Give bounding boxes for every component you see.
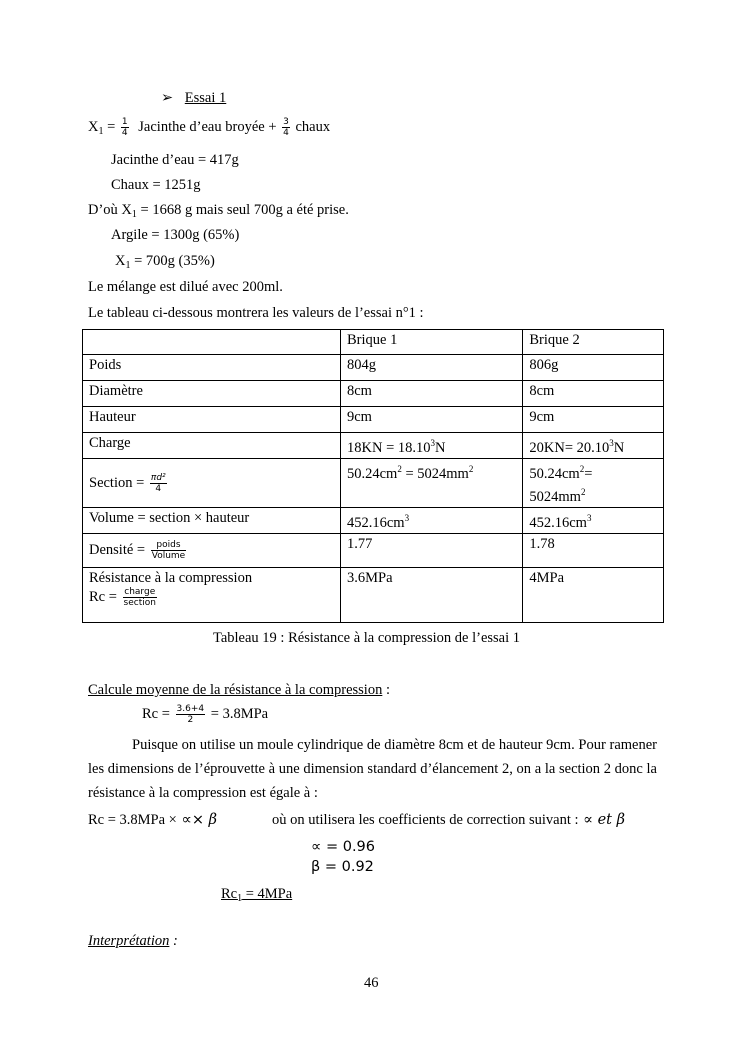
table-row: Section = $\frac{\text{πd²}}{4}$ $50.24cm^2 = 5024mm^2$ $50.24cm^2=$ $5024mm^2$ — [83, 459, 664, 508]
section-heading — [161, 89, 226, 107]
table-row: Densité = $\frac{\text{poids}}{\text{Volume}}$ 1.77 1.78 — [83, 534, 664, 568]
coefficients-line: où on utilisera les coefficients de correction suivant : ∝ et β — [272, 812, 625, 828]
table-header-row — [83, 330, 664, 355]
dou-line: D’où $X_1 = 1668$ g mais seul 700g a été prise. — [88, 202, 349, 220]
heading-label: Essai 1 — [184, 90, 227, 106]
alpha-equation: ∝ = 0.96 — [311, 839, 376, 855]
rc-formula-line: Rc = 3.8MPa × ∝× β — [88, 812, 217, 828]
table-header-cell — [83, 330, 341, 355]
table-caption: Tableau 19 : Résistance à la compression de l’essai 1 — [213, 630, 521, 646]
table-row: Charge $18KN = 18.10^3N$ $20KN= 20.10^3N$ — [83, 433, 664, 459]
mix-formula: $X_1$ = $\frac{1}{4}$ Jacinthe d’eau broyée + $\frac{3}{4}$ chaux — [88, 117, 331, 138]
beta-equation: β = 0.92 — [311, 859, 374, 875]
dilue-line: Le mélange est dilué avec 200ml. — [88, 279, 283, 295]
table-row: Poids 804g 806g — [83, 355, 664, 381]
table-row: Résistance à la compression Rc = $\frac{\text{charge}}{\text{section}}$ 3.6MPa 4MPa — [83, 568, 664, 623]
interpretation-heading: Interprétation : — [88, 933, 178, 949]
rc1-result: $Rc_1 = 4MPa$ — [221, 886, 293, 904]
table-header-cell: Brique 1 — [341, 330, 523, 355]
page-number: 46 — [364, 975, 379, 991]
fraction-resistance: $\frac{\text{charge}}{\text{section}}$ — [123, 587, 156, 608]
x1-line: $X_1 = 700g$ (35%) — [115, 253, 215, 271]
arrow-bullet-icon: ➢ — [161, 90, 174, 106]
argile-line: Argile = 1300g (65%) — [111, 227, 240, 243]
moyenne-title: Calcule moyenne de la résistance à la compression : — [88, 682, 390, 698]
table-row: Hauteur 9cm 9cm — [83, 407, 664, 433]
fraction-three-quarters: $\frac{3}{4}$ — [283, 117, 289, 138]
fraction-densite: $\frac{\text{poids}}{\text{Volume}}$ — [151, 540, 186, 561]
moyenne-formula: Rc = $\frac{3.6+4}{2}$ = 3.8MPa — [142, 704, 269, 725]
fraction-moyenne: $\frac{3.6+4}{2}$ — [176, 704, 205, 725]
jacinthe-line: Jacinthe d’eau = 417g — [111, 152, 239, 168]
results-table — [82, 329, 664, 623]
table-header-cell: Brique 2 — [523, 330, 664, 355]
fraction-one-quarter: $\frac{1}{4}$ — [121, 117, 128, 138]
table-row: Volume = section × hauteur $452.16cm^3$ $452.16cm^3$ — [83, 508, 664, 534]
paragraph: Puisque on utilise un moule cylindrique de diamètre 8cm et de hauteur 9cm. Pour ramener les dimensions de l’éprouvette à une dimension standard d’élancement 2, on a la section 2 donc la résistance à la compression est égale à : — [88, 737, 657, 801]
chaux-line: Chaux = 1251g — [111, 177, 201, 193]
table-row: Diamètre 8cm 8cm — [83, 381, 664, 407]
fraction-section: $\frac{\text{πd²}}{4}$ — [150, 472, 166, 494]
tableau-intro: Le tableau ci-dessous montrera les valeurs de l’essai n°1 : — [88, 305, 424, 321]
